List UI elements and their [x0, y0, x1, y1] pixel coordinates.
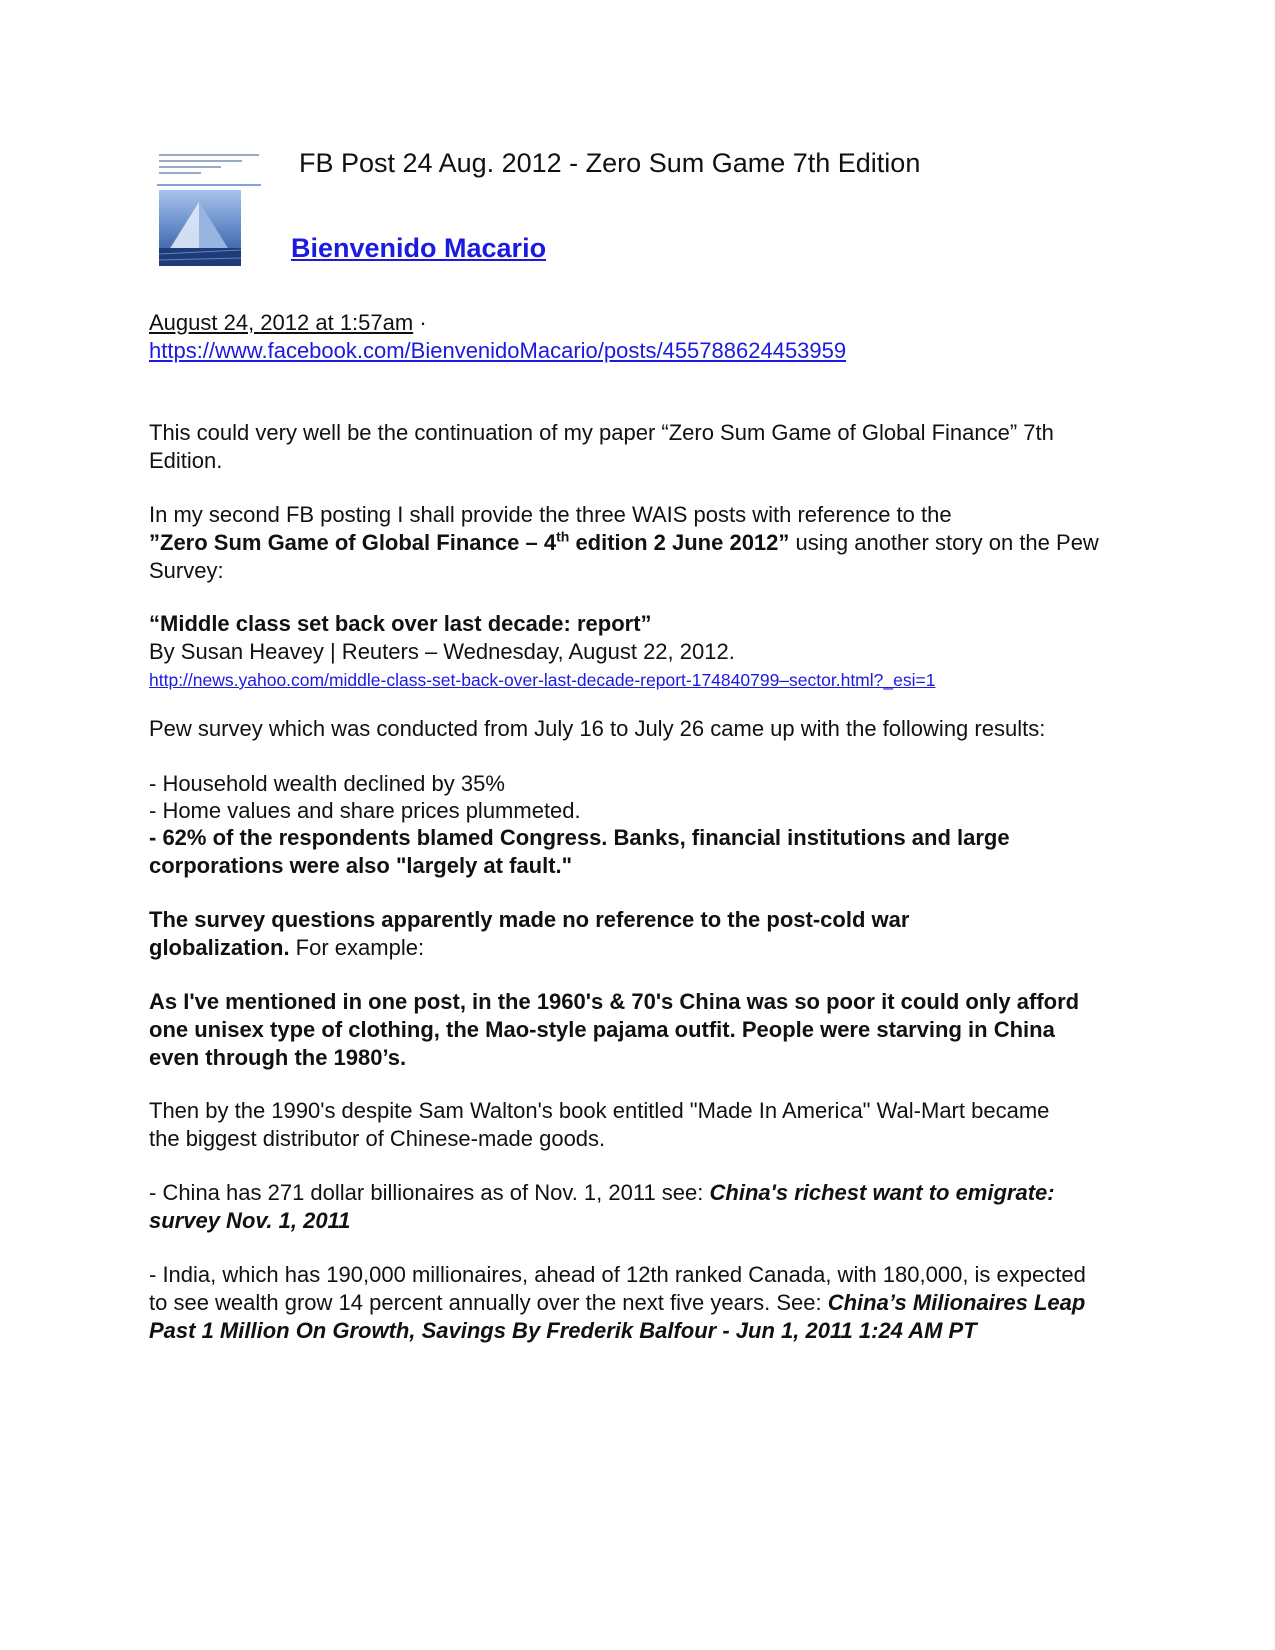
zero-sum-reference-b: edition 2 June 2012” [569, 530, 790, 555]
article-url-line [149, 665, 935, 694]
second-posting-tail: using another story on the Pew Survey: [149, 530, 1099, 583]
paragraph-billionaires [149, 1179, 1079, 1235]
post-url-line [149, 337, 846, 365]
paragraph-intro: This could very well be the continuation of my paper “Zero Sum Game of Global Finance” 7th Edition. [149, 420, 1054, 473]
post-date[interactable]: August 24, 2012 at 1:57am [149, 310, 414, 335]
separator-dot: · [413, 310, 427, 335]
zero-sum-reference-sup: th [556, 528, 570, 545]
survey-item-congress: - 62% of the respondents blamed Congress. Banks, financial institutions and large corporations were also "largely at fault." [149, 825, 1010, 878]
billionaires-text: - China has 271 dollar billionaires as of Nov. 1, 2011 see: [149, 1180, 710, 1205]
article-byline: By Susan Heavey | Reuters – Wednesday, August 22, 2012. [149, 639, 735, 664]
paragraph-walmart: Then by the 1990's despite Sam Walton's book entitled "Made In America" Wal-Mart became the biggest distributor of Chinese-made goods. [149, 1098, 1050, 1151]
post-url-link[interactable]: https://www.facebook.com/BienvenidoMacario/posts/455788624453959 [149, 338, 847, 363]
zero-sum-reference-a: ”Zero Sum Game of Global Finance – 4 [149, 530, 557, 555]
second-posting-intro: In my second FB posting I shall provide the three WAIS posts with reference to the [149, 502, 952, 527]
article-url-link[interactable]: http://news.yahoo.com/middle-class-set-back-over-last-decade-report-174840799–sector.html?_esi=1 [149, 670, 936, 690]
paragraph-globalization [149, 906, 1049, 962]
thumbnail-text-lines [157, 150, 261, 186]
paragraph-china-history: As I've mentioned in one post, in the 1960's & 70's China was so poor it could only afford one unisex type of clothing, the Mao-style pajama outfit. People were starving in China even through the 1980’s. [149, 989, 1080, 1070]
globalization-bold: The survey questions apparently made no reference to the post-cold war globalization. [149, 907, 910, 960]
india-reference: China’s Milionaires Leap Past 1 Million On Growth, Savings By Frederik Balfour - Jun 1, 2011 1:24 AM PT [149, 1290, 1086, 1343]
author-link[interactable]: Bienvenido Macario [291, 233, 547, 263]
india-text: - India, which has 190,000 millionaires, ahead of 12th ranked Canada, with 180,000, is expected to see wealth grow 14 percent annually over the next five years. See: [149, 1262, 1086, 1315]
paragraph-india [149, 1261, 1099, 1345]
article-headline: “Middle class set back over last decade: report” [149, 611, 652, 636]
billionaires-reference: China's richest want to emigrate: survey Nov. 1, 2011 [149, 1180, 1055, 1233]
survey-item-household: - Household wealth declined by 35% [149, 771, 505, 796]
paragraph-second-posting [149, 501, 1129, 585]
post-date-line [149, 309, 427, 337]
document-cover-thumbnail [157, 150, 261, 268]
survey-intro: Pew survey which was conducted from July 16 to July 26 came up with the following results: [149, 716, 1046, 741]
page-title: FB Post 24 Aug. 2012 - Zero Sum Game 7th Edition [299, 148, 921, 178]
pyramid-image [159, 190, 241, 266]
globalization-rest: For example: [289, 935, 425, 960]
survey-item-home-values: - Home values and share prices plummeted. [149, 798, 581, 823]
